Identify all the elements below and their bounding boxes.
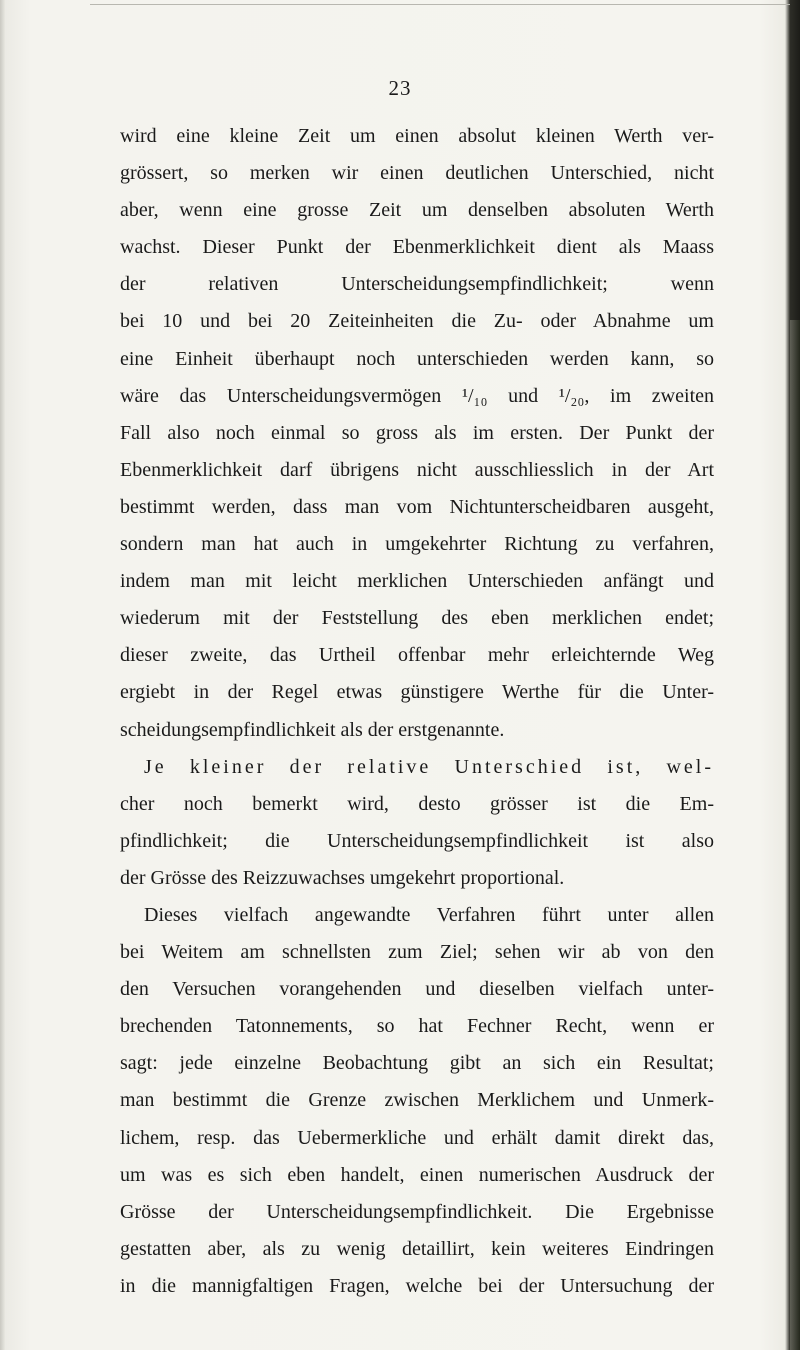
text-line: wiederum mit der Feststellung des eben merklichen endet;	[120, 607, 714, 630]
text-line: gestatten aber, als zu wenig detaillirt, kein weiteres Eindringen	[120, 1237, 714, 1260]
text-line: scheidungsempfindlichkeit als der erstgenannte.	[120, 718, 505, 741]
text-line: bestimmt werden, dass man vom Nichtunterscheidbaren ausgeht,	[120, 495, 714, 518]
text-line: wäre das Unterscheidungsvermögen ¹/₁₀ und ¹/₂₀, im zweiten	[120, 384, 714, 407]
text-line: grössert, so merken wir einen deutlichen Unterschied, nicht	[120, 162, 714, 185]
text-line: Dieses vielfach angewandte Verfahren führt unter allen	[144, 903, 714, 926]
page-right-edge	[790, 320, 800, 1350]
text-line: dieser zweite, das Urtheil offenbar mehr erleichternde Weg	[120, 644, 714, 667]
text-line: lichem, resp. das Uebermerkliche und erhält damit direkt das,	[120, 1126, 714, 1149]
text-line: brechenden Tatonnements, so hat Fechner Recht, wenn er	[120, 1015, 714, 1038]
text-line: den Versuchen vorangehenden und dieselben vielfach unter-	[120, 978, 714, 1001]
text-line: bei 10 und bei 20 Zeiteinheiten die Zu- oder Abnahme um	[120, 310, 714, 333]
page-number: 23	[388, 76, 412, 100]
text-line: pfindlichkeit; die Unterscheidungsempfindlichkeit ist also	[120, 829, 714, 852]
page-top-edge	[90, 4, 790, 5]
text-line: man bestimmt die Grenze zwischen Merklichem und Unmerk-	[120, 1089, 714, 1112]
text-line: Ebenmerklichkeit darf übrigens nicht ausschliesslich in der Art	[120, 458, 714, 481]
text-line: der Grösse des Reizzuwachses umgekehrt proportional.	[120, 866, 565, 889]
text-line: ergiebt in der Regel etwas günstigere Werthe für die Unter-	[120, 681, 714, 704]
text-line: sondern man hat auch in umgekehrter Richtung zu verfahren,	[120, 533, 714, 556]
text-line: eine Einheit überhaupt noch unterschieden werden kann, so	[120, 347, 714, 370]
text-line-emphasis: Je kleiner der relative Unterschied ist, wel-	[144, 755, 714, 778]
page-left-shadow	[0, 0, 6, 1350]
text-line: wachst. Dieser Punkt der Ebenmerklichkeit dient als Maass	[120, 236, 714, 259]
text-line: der relativen Unterscheidungsempfindlichkeit; wenn	[120, 273, 714, 296]
text-line: wird eine kleine Zeit um einen absolut kleinen Werth ver-	[120, 125, 714, 147]
text-line-emphasis: cher noch bemerkt wird, desto grösser ist die Em-	[120, 792, 714, 815]
text-line: sagt: jede einzelne Beobachtung gibt an sich ein Resultat;	[120, 1052, 714, 1075]
text-line: Fall also noch einmal so gross als im ersten. Der Punkt der	[120, 421, 714, 444]
text-line: in die mannigfaltigen Fragen, welche bei der Untersuchung der	[120, 1274, 714, 1297]
text-line: bei Weitem am schnellsten zum Ziel; sehen wir ab von den	[120, 941, 714, 964]
text-line: Grösse der Unterscheidungsempfindlichkeit. Die Ergebnisse	[120, 1200, 714, 1223]
body-text	[120, 118, 714, 1305]
text-line: indem man mit leicht merklichen Unterschieden anfängt und	[120, 570, 714, 593]
text-line: um was es sich eben handelt, einen numerischen Ausdruck der	[120, 1163, 714, 1186]
text-line: aber, wenn eine grosse Zeit um denselben absoluten Werth	[120, 199, 714, 222]
